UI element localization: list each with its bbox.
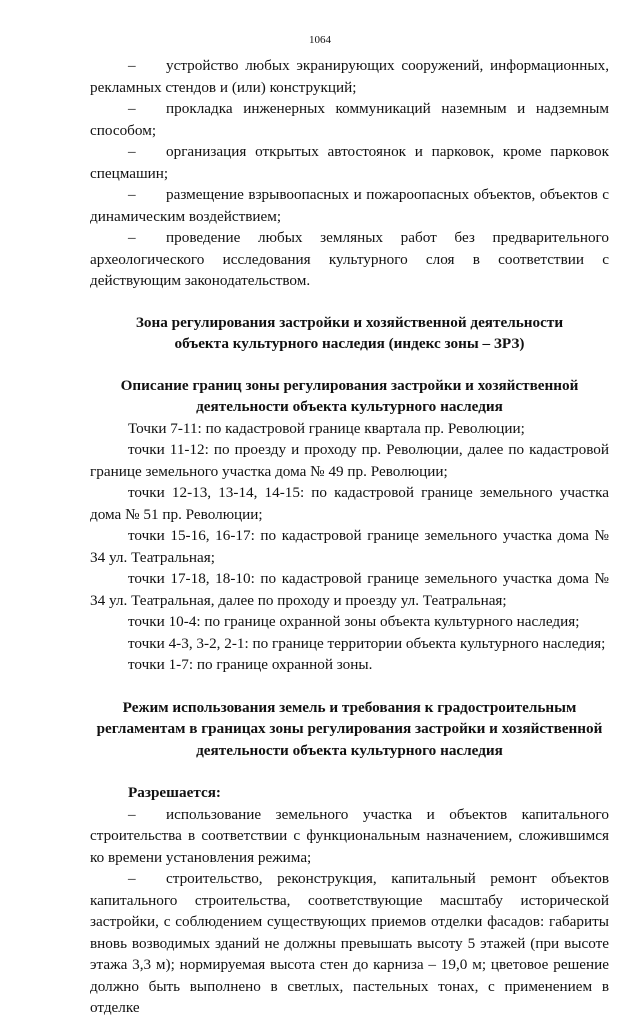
regime-heading-line: Режим использования земель и требования к градостроительным (122, 698, 577, 716)
borders-heading-line: деятельности объекта культурного наследия (196, 398, 503, 415)
border-point: Точки 7-11: по кадастровой границе квартала пр. Революции; (128, 419, 525, 437)
border-point: точки 1-7: по границе охранной зоны. (128, 656, 373, 673)
list-item (90, 98, 609, 141)
list-item (90, 804, 609, 869)
border-point: точки 10-4: по границе охранной зоны объекта культурного наследия; (128, 613, 580, 630)
list-item (90, 227, 609, 292)
list-item (90, 184, 609, 227)
list-item (90, 868, 609, 1019)
list-item (90, 141, 609, 184)
regime-heading (90, 697, 609, 762)
list-item-text: размещение взрывоопасных и пожароопасных объектов, объектов с динамическим воздействием; (90, 186, 609, 225)
dash-bullet: – (128, 229, 136, 246)
zone-heading (90, 312, 609, 355)
dash-bullet: – (128, 57, 136, 74)
border-point: точки 17-18, 18-10: по кадастровой границе земельного участка дома № 34 ул. Театральная, далее по проходу и проезду ул. Театральная; (90, 570, 609, 609)
border-points-list (90, 418, 609, 676)
list-item (90, 55, 609, 98)
zone-heading-line: объекта культурного наследия (индекс зоны – ЗРЗ) (174, 335, 525, 352)
borders-heading-line: Описание границ зоны регулирования застройки и хозяйственной (120, 376, 579, 394)
dash-bullet: – (128, 805, 136, 823)
zone-heading-line: Зона регулирования застройки и хозяйственной деятельности (135, 313, 564, 331)
dash-bullet: – (128, 100, 136, 117)
document-body (90, 55, 609, 1019)
regime-heading-line: деятельности объекта культурного наследия (196, 741, 503, 759)
list-item-text: устройство любых экранирующих сооружений, информационных, рекламных стендов и (или) конструкций; (90, 57, 609, 96)
page-number: 1064 (309, 34, 331, 46)
allowed-heading: Разрешается: (128, 784, 221, 801)
dash-bullet: – (128, 186, 136, 203)
allowed-list (90, 804, 609, 1019)
list-item-text: строительство, реконструкция, капитальный ремонт объектов капитального строительства, соответствующие масштабу исторической застройки, с соблюдением существующих приемов отделки фасадов: габариты вновь возводимых зданий не должны превышать высоту 5 этажей (при высоте этажа 3,3 м); нормируемая высота стен до карниза – 19,0 м; цветовое решение должно быть выполнено в светлых, пастельных тонах, с применением в отделке (90, 870, 609, 1016)
list-item-text: организация открытых автостоянок и парковок, кроме парковок спецмашин; (90, 143, 609, 182)
border-point: точки 12-13, 13-14, 14-15: по кадастровой границе земельного участка дома № 51 пр. Революции; (90, 484, 609, 523)
dash-bullet: – (128, 870, 136, 887)
prohibited-list (90, 55, 609, 292)
border-point: точки 11-12: по проезду и проходу пр. Революции, далее по кадастровой границе земельного участка дома № 49 пр. Революции; (90, 441, 609, 480)
regime-heading-line: регламентам в границах зоны регулирования застройки и хозяйственной (96, 720, 603, 737)
borders-heading (90, 375, 609, 418)
list-item-text: проведение любых земляных работ без предварительного археологического исследования культурного слоя в соответствии с действующим законодательством. (90, 229, 609, 289)
border-point: точки 4-3, 3-2, 2-1: по границе территории объекта культурного наследия; (128, 634, 606, 652)
list-item-text: использование земельного участка и объектов капитального строительства в соответствии с функциональным назначением, сложившимся ко времени установления режима; (90, 805, 609, 866)
dash-bullet: – (128, 143, 136, 160)
list-item-text: прокладка инженерных коммуникаций наземным и надземным способом; (90, 100, 609, 139)
border-point: точки 15-16, 16-17: по кадастровой границе земельного участка дома № 34 ул. Театральная; (90, 527, 609, 566)
